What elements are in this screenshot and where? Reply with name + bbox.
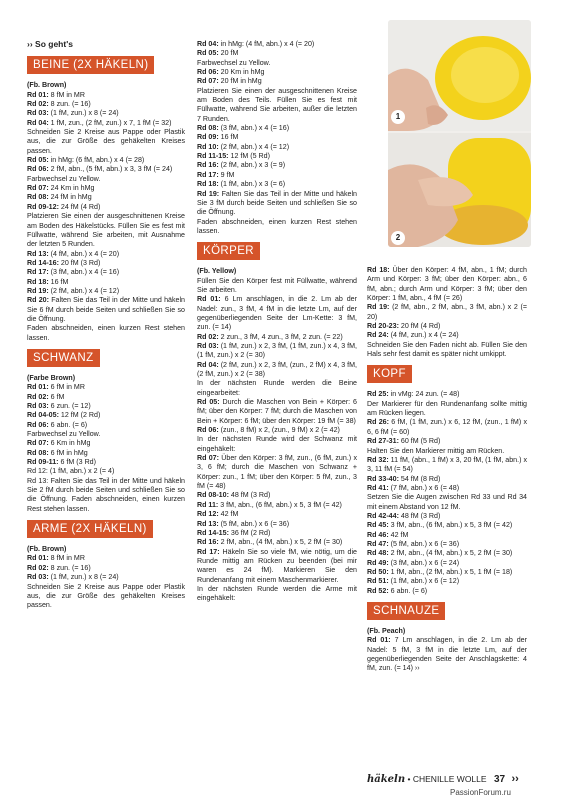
instruction-line (197, 40, 357, 49)
instruction-text: Falten Sie das Teil in der Mitte und häkeln Sie 3 fM durch beide Seiten und schließen Sie so die Öffnung. (197, 189, 357, 217)
instruction-line (27, 100, 185, 109)
instruction-line (367, 636, 527, 673)
instruction-line (367, 531, 527, 540)
instruction-text: (4 fM, abn.) x 4 (= 20) (48, 249, 120, 258)
instruction-line (27, 212, 185, 249)
instruction-text: 48 fM (3 Rd) (398, 511, 441, 520)
instruction-label: Rd 17: (197, 547, 220, 556)
instruction-text: Faden abschneiden, einen kurzen Rest stehen lassen. (197, 217, 357, 235)
instruction-text: 16 fM (48, 277, 69, 286)
instruction-text: (3 fM, abn.) x 6 (= 24) (388, 558, 460, 567)
instruction-line (27, 545, 185, 554)
section-heading-schnauze: SCHNAUZE (367, 602, 445, 620)
column-3 (367, 266, 527, 674)
instruction-label: Rd 06: (27, 165, 49, 174)
instruction-text: (1 fM, zun.) x 8 (= 24) (48, 573, 119, 582)
instruction-label: (Farbe Brown) (27, 373, 76, 382)
instruction-text: Füllen Sie den Körper fest mit Füllwatte, während Sie arbeiten. (197, 276, 357, 294)
instruction-label: Rd 09-12: (27, 202, 59, 211)
section-arme (27, 545, 185, 610)
instruction-label: Rd 02: (27, 100, 49, 109)
instruction-line (27, 278, 185, 287)
instruction-text: (2 fM, zun.) x 2, 3 fM, (zun., 2 fM) x 4, 3 fM, (2 fM, zun.) x 2 (= 38) (197, 360, 357, 378)
instruction-line (27, 175, 185, 184)
instruction-line (367, 322, 527, 331)
instruction-label: Rd 25: (367, 390, 389, 399)
instruction-line (367, 627, 527, 636)
instruction-label: Rd 04: (197, 40, 219, 48)
instruction-line (197, 59, 357, 68)
instruction-label: (Fb. Yellow) (197, 267, 237, 276)
section-heading-kopf: KOPF (367, 365, 412, 383)
instruction-text: Schneiden Sie 2 Kreise aus Pappe oder Plastik aus, die zur Größe des gehäkelten Kreises passen. (27, 582, 185, 610)
instruction-text: (2 fM, abn.) x 4 (= 12) (48, 286, 120, 295)
instruction-text: Der Markierer für den Rundenanfang sollte mittig am Rücken liegen. (367, 399, 527, 418)
instruction-text: 6 Lm anschlagen, in die 2. Lm ab der Nadel: zun., 3 fM, 4 fM in die letzte Lm, auf der gegenüberliegenden Seite der Lm-Kette: 3 fM, zun. (= 14) (197, 295, 357, 332)
instruction-label: Rd 42-44: (367, 511, 399, 520)
instruction-text: In der nächsten Runde wird der Schwanz mit eingehäkelt: (197, 435, 357, 453)
instruction-text: 3 fM, abn., (6 fM, abn.) x 5, 3 fM (= 42) (388, 521, 513, 530)
instruction-text: (3 fM, abn.) x 4 (= 16) (218, 124, 290, 133)
page-footer (367, 773, 557, 785)
instruction-label: Rd 03: (27, 402, 49, 410)
instruction-label: Rd 19: (367, 303, 390, 312)
instruction-text: (2 fM, abn.) x 3 (= 9) (218, 161, 286, 170)
instruction-text: 2 fM, abn., (4 fM, abn.) x 5, 2 fM (= 30) (388, 549, 513, 558)
instruction-line (27, 259, 185, 268)
instruction-line (27, 287, 185, 296)
instruction-text: 6 fM in hMg (48, 448, 88, 457)
instruction-line (197, 133, 357, 142)
instruction-text: (1 fM, abn.) x 6 (= 12) (388, 577, 460, 586)
instruction-text: 8 fM in MR (48, 90, 85, 99)
instruction-text: (5 fM, abn.) x 6 (= 36) (388, 539, 460, 548)
instruction-label: Rd 01: (27, 554, 49, 563)
instruction-label: Rd 06: (197, 68, 219, 77)
instruction-line (27, 119, 185, 128)
page-number: 37 (493, 774, 506, 785)
instruction-line (197, 68, 357, 77)
instruction-line (197, 277, 357, 296)
instruction-text: 20 fM (4 Rd) (398, 322, 441, 331)
instruction-label: Rd 02: (197, 332, 219, 341)
instruction-text: 42 fM (218, 510, 239, 519)
instruction-text: (5 fM, abn.) x 6 (= 36) (218, 519, 290, 528)
instruction-text: Farbwechsel zu Yellow. (197, 58, 271, 67)
instruction-text: 9 fM (218, 170, 235, 179)
instruction-text: Farbwechsel zu Yellow. (27, 174, 101, 183)
instruction-label: Rd 50: (367, 567, 389, 576)
section-heading-koerper: KÖRPER (197, 242, 260, 260)
photo-badge-2: 2 (391, 231, 405, 245)
watermark: PassionForum.ru (450, 788, 511, 797)
instruction-text: in vMg: 24 zun. (= 48) (388, 390, 460, 399)
instruction-label: Rd 03: (27, 573, 49, 582)
instruction-text: 48 fM (3 Rd) (228, 491, 271, 500)
instruction-line (367, 493, 527, 512)
instruction-line (197, 454, 357, 491)
instruction-label: Rd 17: (27, 268, 49, 277)
instruction-text: 6 fM (48, 392, 65, 401)
instruction-line (27, 203, 185, 212)
step-photos-illustration (388, 20, 531, 247)
instruction-line (27, 156, 185, 165)
instruction-text: 36 fM (2 Rd) (228, 528, 271, 537)
instruction-text: 8 zun. (= 16) (48, 563, 91, 572)
instruction-text: Falten Sie das Teil in der Mitte und häkeln Sie 6 fM durch beide Seiten und schließen Sie so die Öffnung. (27, 296, 186, 323)
intro-heading: ›› So geht's (27, 39, 73, 49)
instruction-label: Rd 04-05: (27, 411, 59, 420)
instruction-text: 1 fM, abn., (2 fM, abn.) x 5, 1 fM (= 18) (388, 567, 513, 576)
instruction-text: (7 fM, abn.) x 6 (= 48) (388, 483, 460, 492)
footer-brand: häkeln (367, 774, 406, 785)
instruction-label: Rd 08-10: (197, 491, 229, 500)
instruction-line (27, 411, 185, 420)
instruction-line (27, 128, 185, 156)
instruction-text: Häkeln Sie so viele fM, wie nötig, um die Runde mittig am Rücken zu beenden (bei mir waren es 24 fM). Markieren Sie den Rundenanfang mit einem Maschenmarkierer. (197, 547, 357, 584)
instruction-line (367, 521, 527, 530)
instruction-text: 6 abn. (= 6) (48, 420, 88, 429)
instruction-line (27, 439, 185, 448)
instruction-line (27, 477, 185, 514)
instruction-text: in hMg: (4 fM, abn.) x 4 (= 20) (218, 40, 315, 48)
instruction-label: Rd 51: (367, 577, 389, 586)
instruction-line (197, 426, 357, 435)
section-heading-arme: ARME (2X HÄKELN) (27, 520, 153, 538)
instruction-text: 20 fM (218, 49, 239, 58)
instruction-label: Rd 49: (367, 558, 389, 567)
instruction-text: Rd 12: (1 fM, abn.) x 2 (= 4) (27, 467, 115, 476)
section-koerper (197, 267, 357, 603)
instruction-text: Faden abschneiden, einen kurzen Rest stehen lassen. (27, 324, 185, 342)
next-page-arrow: ›› (511, 773, 519, 785)
instruction-text: 24 fM (4 Rd) (58, 202, 101, 211)
step-photos (388, 20, 531, 247)
instruction-text: (1 fM, zun.) x 2, 3 fM, (1 fM, zun.) x 4, 3 fM, (1 fM, zun.) x 2 (= 30) (197, 341, 357, 360)
instruction-label: Rd 07: (197, 454, 219, 463)
instruction-line (197, 361, 357, 380)
instruction-line (27, 583, 185, 611)
instruction-text: In der nächsten Runde werden die Beine eingearbeitet: (197, 379, 357, 397)
instruction-text: 1 fM, zun., (2 fM, zun.) x 7, 1 fM (= 32) (48, 118, 172, 127)
instruction-line (27, 250, 185, 259)
instruction-label: (Fb. Brown) (27, 81, 67, 90)
instruction-label: Rd 18: (197, 180, 219, 189)
instruction-label: Rd 10: (197, 142, 219, 151)
instruction-label: Rd 08: (197, 124, 219, 133)
instruction-label: Rd 45: (367, 521, 389, 530)
instruction-label: Rd 02: (27, 392, 49, 401)
instruction-text: Farbwechsel zu Yellow. (27, 430, 101, 439)
instruction-line (197, 333, 357, 342)
instruction-text: 6 fM, (1 fM, zun.) x 6, 12 fM, (zun., 1 fM) x 6, 6 fM (= 60) (367, 418, 528, 436)
instruction-label: (Fb. Peach) (367, 627, 406, 635)
instruction-label: Rd 03: (27, 109, 49, 118)
instruction-line (367, 512, 527, 521)
instruction-text: 6 fM (3 Rd) (58, 458, 96, 467)
instruction-text: 6 Km in hMg (48, 439, 91, 448)
instruction-line (27, 421, 185, 430)
instruction-line (197, 143, 357, 152)
instruction-label: Rd 32: (367, 455, 389, 464)
instruction-line (197, 491, 357, 500)
instruction-label: Rd 13: (27, 249, 49, 258)
instruction-label: (Fb. Brown) (27, 545, 67, 554)
instruction-label: Rd 07: (27, 439, 49, 448)
instruction-label: Rd 17: (197, 170, 219, 179)
instruction-text: in hMg: (6 fM, abn.) x 4 (= 28) (48, 156, 145, 165)
instruction-line (27, 81, 185, 90)
instruction-text: Halten Sie den Markierer mittig am Rücken. (367, 446, 505, 455)
instruction-line (27, 324, 185, 343)
instruction-label: Rd 05: (197, 398, 220, 407)
instruction-label: Rd 52: (367, 586, 389, 595)
instruction-text: 6 abn. (= 6) (388, 586, 428, 595)
instruction-label: Rd 12: (197, 510, 219, 519)
instruction-line (197, 171, 357, 180)
instruction-label: Rd 20: (27, 296, 49, 305)
instruction-text: Schneiden Sie 2 Kreise aus Pappe oder Plastik aus, die zur Größe des gehäkelten Kreises passen. (27, 128, 185, 155)
instruction-text: Durch die Maschen von Bein + Körper: 6 fM; über den Körper: 7 fM; durch die Maschen von Bein + Körper: 6 fM; über den Körper: 19 fM (= 38) (197, 398, 357, 425)
instruction-label: Rd 18: (367, 266, 390, 274)
section-koerper-continued (367, 266, 527, 359)
instruction-text: Über den Körper: 3 fM, zun., (6 fM, zun.) x 3, 6 fM; durch die Maschen von Schwanz + Körper: zun., 1 fM; über den Körper: 5 fM, zun., 3 fM (= 48) (197, 454, 357, 491)
instruction-line (197, 295, 357, 332)
instruction-line (367, 331, 527, 340)
instruction-line (197, 548, 357, 585)
instruction-line (367, 418, 527, 437)
instruction-text: (2 fM, abn.) x 4 (= 12) (218, 142, 290, 151)
instruction-label: Rd 08: (27, 193, 49, 202)
instruction-text: (1 fM, abn.) x 3 (= 6) (218, 180, 286, 189)
instruction-text: Setzen Sie die Augen zwischen Rd 33 und Rd 34 mit einem Abstand von 12 fM. (367, 493, 527, 511)
instruction-line (197, 585, 357, 604)
instruction-line (27, 268, 185, 277)
instruction-label: Rd 02: (27, 563, 49, 572)
instruction-line (197, 501, 357, 510)
instruction-label: Rd 24: (367, 331, 389, 340)
instruction-label: Rd 08: (27, 448, 49, 457)
instruction-line (27, 430, 185, 439)
section-schnauze (367, 627, 527, 674)
instruction-line (27, 383, 185, 392)
instruction-line (197, 49, 357, 58)
instruction-line (27, 193, 185, 202)
instruction-text: 8 fM in MR (48, 554, 85, 563)
instruction-line (197, 218, 357, 237)
instruction-line (197, 538, 357, 547)
instruction-line (367, 587, 527, 596)
instruction-text: 20 fM (3 Rd) (58, 258, 101, 267)
section-kopf (367, 390, 527, 596)
instruction-text: 54 fM (8 Rd) (398, 474, 441, 483)
instruction-line (367, 341, 527, 360)
instruction-label: Rd 09: (197, 133, 219, 142)
instruction-line (27, 374, 185, 383)
instruction-label: Rd 19: (27, 286, 49, 295)
instruction-text: 7 Lm anschlagen, in die 2. Lm ab der Nadel: 5 fM, 3 fM in die letzte Lm, auf der gegenüberliegenden Seite der Anschlagskette: 4 fM, zun. (= 14) ›› (367, 636, 527, 673)
instruction-line (367, 266, 527, 303)
instruction-line (197, 342, 357, 361)
instruction-label: Rd 46: (367, 530, 389, 539)
instruction-text: 2 zun., 3 fM, 4 zun., 3 fM, 2 zun. (= 22) (218, 332, 343, 341)
photo-badge-1: 1 (391, 110, 405, 124)
section-beine (27, 81, 185, 343)
instruction-line (367, 303, 527, 322)
column-2 (197, 40, 357, 604)
instruction-label: Rd 04: (197, 360, 219, 369)
instruction-line (197, 520, 357, 529)
instruction-line (27, 402, 185, 411)
instruction-line (367, 437, 527, 446)
column-1 (27, 40, 185, 611)
instruction-line (197, 435, 357, 454)
instruction-line (367, 568, 527, 577)
instruction-text: 6 zun. (= 12) (48, 402, 91, 410)
instruction-label: Rd 06: (197, 426, 219, 435)
instruction-text: (zun., 8 fM) x 2, (zun., 9 fM) x 2 (= 42) (218, 426, 340, 435)
instruction-text: 60 fM (5 Rd) (398, 437, 441, 446)
instruction-label: Rd 11-15: (197, 152, 229, 161)
instruction-label: Rd 13: (197, 519, 219, 528)
footer-magazine-title: CHENILLE WOLLE (412, 774, 487, 784)
instruction-line (27, 109, 185, 118)
instruction-line (27, 393, 185, 402)
section-heading-beine: BEINE (2X HÄKELN) (27, 56, 154, 74)
instruction-text: Schneiden Sie den Faden nicht ab. Füllen Sie den Hals sehr fest damit es später nicht umkippt. (367, 340, 527, 359)
instruction-text: 3 fM, abn., (6 fM, abn.) x 5, 3 fM (= 42) (218, 500, 342, 509)
instruction-text: 42 fM (388, 530, 409, 539)
instruction-text: Platzieren Sie einen der ausgeschnittenen Kreise am Boden des Häkelstücks. Füllen Sie es fest mit Füllwatte, während Sie arbeiten, mit Ausnahme der letzten 5 Runden. (27, 212, 185, 249)
instruction-text: Über den Körper: 4 fM, abn., 1 fM; durch Arm und Körper: 3 fM; über den Körper: abn., 6 fM, abn.; durch Arm und Körper: 3 fM; über den Körper: 1 fM, abn., 4 fM (= 26) (367, 266, 527, 303)
instruction-label: Rd 07: (197, 77, 219, 86)
instruction-line (27, 449, 185, 458)
instruction-label: Rd 01: (27, 383, 49, 392)
instruction-line (197, 77, 357, 86)
instruction-label: Rd 03: (197, 341, 219, 350)
instruction-label: Rd 01: (367, 636, 391, 645)
instruction-text: 8 zun. (= 16) (48, 100, 91, 109)
section-arme-continued (197, 40, 357, 236)
instruction-line (27, 296, 185, 324)
instruction-label: Rd 05: (27, 156, 49, 165)
instruction-label: Rd 27-31: (367, 437, 399, 446)
section-heading-schwanz: SCHWANZ (27, 349, 100, 367)
instruction-label: Rd 48: (367, 549, 389, 558)
instruction-text: (3 fM, abn.) x 4 (= 16) (48, 268, 120, 277)
instruction-line (197, 267, 357, 276)
instruction-label: Rd 16: (197, 161, 219, 170)
instruction-line (27, 573, 185, 582)
instruction-text: 20 fM in hMg (218, 77, 262, 86)
instruction-line (197, 529, 357, 538)
instruction-line (197, 190, 357, 218)
instruction-label: Rd 33-40: (367, 474, 399, 483)
instruction-line (367, 400, 527, 419)
instruction-text: 12 fM (5 Rd) (228, 152, 270, 161)
instruction-label: Rd 18: (27, 277, 49, 286)
instruction-label: Rd 16: (197, 538, 219, 547)
instruction-label: Rd 11: (197, 500, 219, 509)
instruction-line (367, 577, 527, 586)
instruction-text: 2 fM, abn., (5 fM, abn.) x 3, 3 fM (= 24) (48, 165, 173, 174)
instruction-text: Rd 13: Falten Sie das Teil in der Mitte und häkeln Sie 2 fM durch beide Seiten und schließen Sie so die Öffnung. Faden abschneiden, einen kurzen Rest stehen lassen. (27, 476, 185, 513)
instruction-line (197, 124, 357, 133)
instruction-line (367, 447, 527, 456)
instruction-line (367, 540, 527, 549)
instruction-label: Rd 47: (367, 539, 389, 548)
instruction-label: Rd 04: (27, 118, 49, 127)
instruction-line (27, 184, 185, 193)
instruction-label: Rd 19: (197, 189, 220, 198)
instruction-line (197, 180, 357, 189)
instruction-line (27, 165, 185, 174)
section-schwanz (27, 374, 185, 514)
instruction-text: 2 fM, abn., (4 fM, abn.) x 5, 2 fM (= 30) (218, 538, 343, 547)
instruction-line (367, 390, 527, 399)
instruction-line (27, 467, 185, 476)
instruction-text: (2 fM, abn., 2 fM, abn., 3 fM, abn.) x 2 (= 20) (367, 303, 527, 321)
instruction-label: Rd 41: (367, 483, 389, 492)
instruction-text: 11 fM, (abn., 1 fM) x 3, 20 fM, (1 fM, abn.) x 3, 11 fM (= 54) (367, 455, 527, 474)
instruction-text: Platzieren Sie einen der ausgeschnittenen Kreise am Boden des Teils. Füllen Sie es fest mit Füllwatte, während Sie arbeiten, außer die letzten 7 Runden. (197, 86, 357, 123)
instruction-line (27, 458, 185, 467)
instruction-label: Rd 14-16: (27, 258, 59, 267)
instruction-line (197, 379, 357, 398)
instruction-line (367, 484, 527, 493)
instruction-label: Rd 26: (367, 418, 389, 427)
instruction-line (197, 510, 357, 519)
instruction-line (367, 549, 527, 558)
instruction-label: Rd 05: (197, 49, 219, 58)
instruction-line (197, 398, 357, 426)
instruction-line (197, 161, 357, 170)
instruction-line (27, 91, 185, 100)
instruction-label: Rd 09-11: (27, 458, 59, 467)
instruction-line (367, 456, 527, 475)
instruction-label: Rd 01: (27, 90, 49, 99)
instruction-line (27, 554, 185, 563)
instruction-line (27, 564, 185, 573)
instruction-text: (1 fM, zun.) x 8 (= 24) (48, 109, 119, 118)
instruction-text: 12 fM (2 Rd) (58, 411, 101, 420)
instruction-text: 24 fM in hMg (48, 193, 92, 202)
instruction-label: Rd 14-15: (197, 528, 229, 537)
instruction-line (197, 87, 357, 124)
instruction-text: 6 fM in MR (48, 383, 85, 392)
instruction-text: (4 fM, zun.) x 4 (= 24) (388, 331, 459, 340)
instruction-label: Rd 06: (27, 420, 49, 429)
instruction-line (367, 475, 527, 484)
footer-separator: • (407, 774, 411, 784)
instruction-text: In der nächsten Runde werden die Arme mit eingehäkelt: (197, 584, 357, 603)
instruction-line (367, 559, 527, 568)
instruction-label: Rd 07: (27, 184, 49, 193)
instruction-text: 20 Km in hMg (218, 68, 265, 77)
instruction-line (197, 152, 357, 161)
instruction-label: Rd 01: (197, 295, 221, 304)
instruction-text: 24 Km in hMg (48, 184, 95, 193)
instruction-label: Rd 20-23: (367, 322, 399, 331)
instruction-text: 16 fM (218, 133, 239, 142)
